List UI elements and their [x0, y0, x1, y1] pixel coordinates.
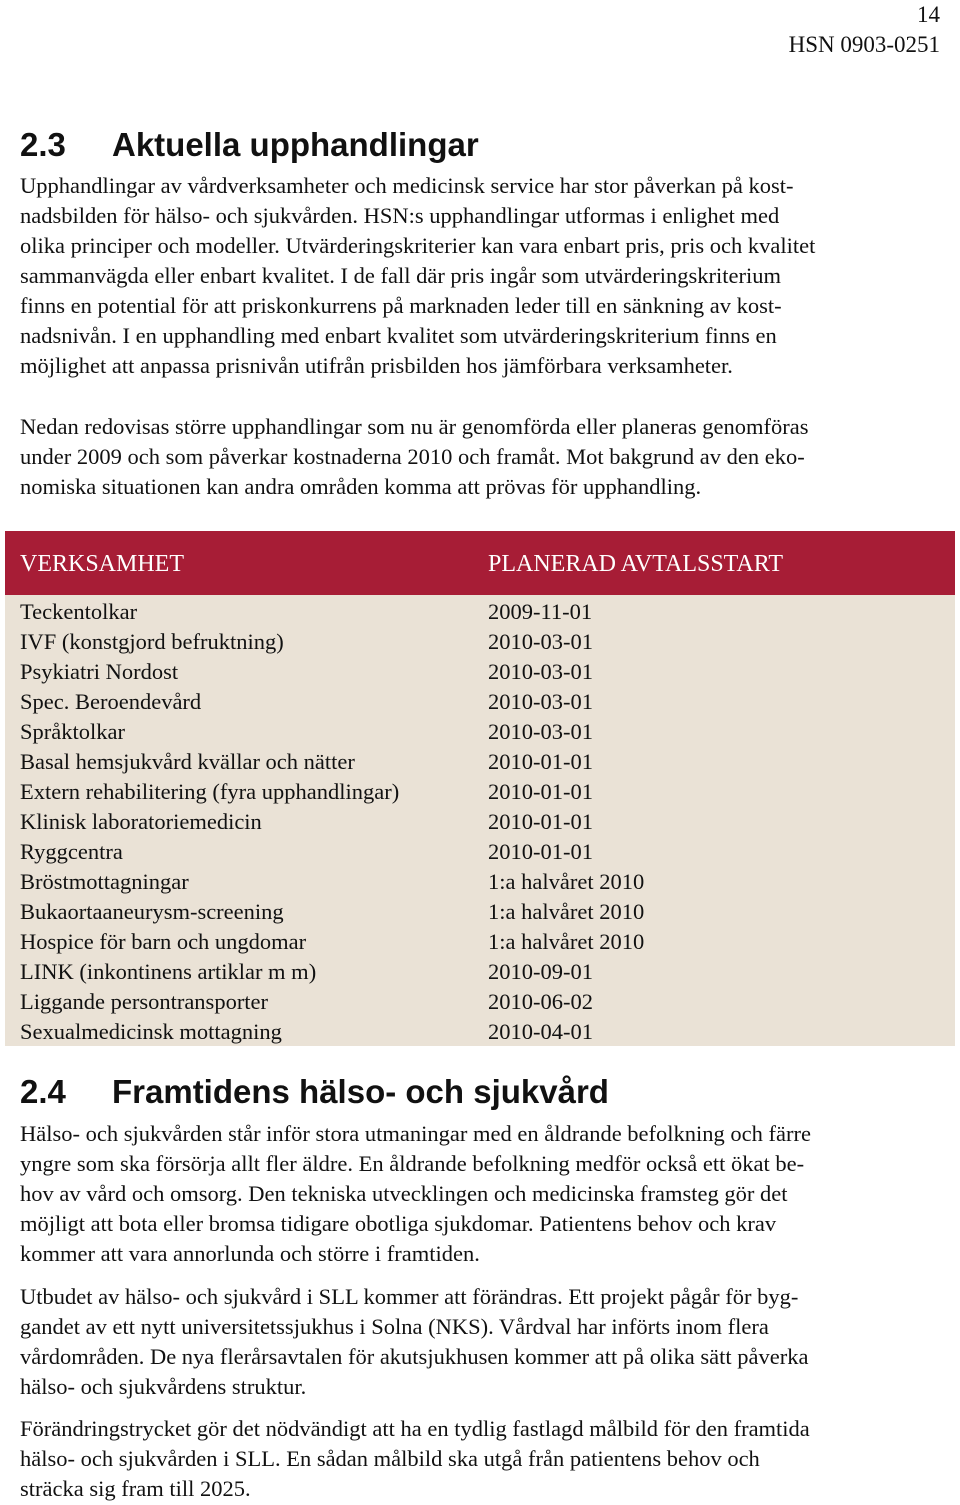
section-2-3-paragraph-2: [20, 412, 940, 502]
cell-verksamhet: Teckentolkar: [20, 599, 138, 624]
cell-avtalsstart: 1:a halvåret 2010: [488, 899, 645, 924]
paragraph-line: sträcka sig fram till 2025.: [20, 1476, 251, 1501]
cell-avtalsstart: 2010-09-01: [488, 959, 593, 984]
table-row: [5, 627, 955, 657]
cell-avtalsstart: 2010-01-01: [488, 839, 593, 864]
column-header-verksamhet: VERKSAMHET: [20, 551, 185, 577]
table-row: [5, 747, 955, 777]
table-row: [5, 957, 955, 987]
paragraph-line: finns en potential för att priskonkurrens på marknaden leder till en sänkning av kost-: [20, 293, 782, 318]
column-header-avtalsstart: PLANERAD AVTALSSTART: [488, 551, 783, 577]
paragraph-line: yngre som ska försörja allt fler äldre. En åldrande befolkning medför också ett ökat be-: [20, 1151, 805, 1176]
paragraph-line: Förändringstrycket gör det nödvändigt att ha en tydlig fastlagd målbild för den framtida: [20, 1416, 810, 1441]
cell-verksamhet: IVF (konstgjord befruktning): [20, 629, 284, 654]
cell-verksamhet: Sexualmedicinsk mottagning: [20, 1019, 282, 1044]
paragraph-line: hälso- och sjukvården i SLL. En sådan målbild ska utgå från patientens behov och: [20, 1446, 760, 1471]
cell-verksamhet: Bukaortaaneurysm-screening: [20, 899, 284, 924]
page-header: [789, 0, 940, 60]
table-row: [5, 927, 955, 957]
paragraph-line: gandet av ett nytt universitetssjukhus i Solna (NKS). Vårdval har införts inom flera: [20, 1314, 769, 1339]
page-number: 14: [917, 2, 940, 27]
paragraph-line: vårdområden. De nya flerårsavtalen för akutsjukhusen kommer att på olika sätt påverka: [20, 1344, 809, 1369]
table-row: [5, 837, 955, 867]
table-row: [5, 657, 955, 687]
cell-verksamhet: Psykiatri Nordost: [20, 659, 179, 684]
paragraph-line: Utbudet av hälso- och sjukvård i SLL kommer att förändras. Ett projekt pågår för byg-: [20, 1284, 799, 1309]
cell-avtalsstart: 2009-11-01: [488, 599, 593, 624]
section-2-3-heading: [20, 125, 479, 165]
section-2-3-paragraph-1: [20, 171, 940, 381]
section-2-4-paragraph-2: [20, 1282, 940, 1402]
section-2-4-heading: [20, 1072, 609, 1112]
cell-verksamhet: Språktolkar: [20, 719, 125, 744]
cell-verksamhet: Extern rehabilitering (fyra upphandlingar): [20, 779, 400, 804]
cell-avtalsstart: 2010-03-01: [488, 689, 593, 714]
table-row: [5, 987, 955, 1017]
table-header: [5, 531, 955, 595]
paragraph-line: nadsnivån. I en upphandling med enbart kvalitet som utvärderingskriterium finns en: [20, 323, 777, 348]
section-2-4-paragraph-1: [20, 1119, 940, 1269]
cell-avtalsstart: 2010-01-01: [488, 749, 593, 774]
table-body: [5, 597, 955, 1047]
cell-verksamhet: Bröstmottagningar: [20, 869, 189, 894]
paragraph-line: Hälso- och sjukvården står inför stora utmaningar med en åldrande befolkning och färre: [20, 1121, 811, 1146]
section-number: 2.3: [20, 126, 66, 163]
cell-avtalsstart: 2010-03-01: [488, 629, 593, 654]
cell-verksamhet: Hospice för barn och ungdomar: [20, 929, 307, 954]
cell-avtalsstart: 2010-01-01: [488, 809, 593, 834]
cell-avtalsstart: 2010-06-02: [488, 989, 593, 1014]
cell-avtalsstart: 2010-04-01: [488, 1019, 593, 1044]
cell-avtalsstart: 2010-03-01: [488, 659, 593, 684]
table-row: [5, 687, 955, 717]
section-number: 2.4: [20, 1073, 66, 1110]
cell-verksamhet: Liggande persontransporter: [20, 989, 269, 1014]
paragraph-line: nomiska situationen kan andra områden komma att prövas för upphandling.: [20, 474, 702, 499]
paragraph-line: Nedan redovisas större upphandlingar som nu är genomförda eller planeras genomföras: [20, 414, 809, 439]
section-2-4-paragraph-3: [20, 1414, 940, 1504]
table-row: [5, 717, 955, 747]
paragraph-line: möjlighet att anpassa prisnivån utifrån prisbilden hos jämförbara verksamheter.: [20, 353, 733, 378]
table-row: [5, 777, 955, 807]
paragraph-line: kommer att vara annorlunda och större i framtiden.: [20, 1241, 480, 1266]
cell-verksamhet: Klinisk laboratoriemedicin: [20, 809, 262, 834]
table-row: [5, 897, 955, 927]
table-row: [5, 1017, 955, 1047]
cell-avtalsstart: 2010-01-01: [488, 779, 593, 804]
cell-verksamhet: LINK (inkontinens artiklar m m): [20, 959, 317, 984]
paragraph-line: hälso- och sjukvårdens struktur.: [20, 1374, 307, 1399]
table-row: [5, 597, 955, 627]
cell-avtalsstart: 2010-03-01: [488, 719, 593, 744]
table-row: [5, 867, 955, 897]
cell-verksamhet: Spec. Beroendevård: [20, 689, 202, 714]
procurement-table: [5, 531, 955, 1046]
paragraph-line: hov av vård och omsorg. Den tekniska utvecklingen och medicinska framsteg gör det: [20, 1181, 788, 1206]
cell-avtalsstart: 1:a halvåret 2010: [488, 929, 645, 954]
paragraph-line: sammanvägda eller enbart kvalitet. I de fall där pris ingår som utvärderingskriterium: [20, 263, 781, 288]
paragraph-line: olika principer och modeller. Utvärderingskriterier kan vara enbart pris, pris och kvalitet: [20, 233, 816, 258]
paragraph-line: möjligt att bota eller bromsa tidigare obotliga sjukdomar. Patientens behov och krav: [20, 1211, 777, 1236]
paragraph-line: under 2009 och som påverkar kostnaderna 2010 och framåt. Mot bakgrund av den eko-: [20, 444, 805, 469]
cell-verksamhet: Ryggcentra: [20, 839, 123, 864]
section-title: Framtidens hälso- och sjukvård: [112, 1073, 609, 1110]
document-number: HSN 0903-0251: [788, 32, 940, 57]
section-title: Aktuella upphandlingar: [112, 126, 479, 163]
cell-avtalsstart: 1:a halvåret 2010: [488, 869, 645, 894]
table-row: [5, 807, 955, 837]
paragraph-line: nadsbilden för hälso- och sjukvården. HSN:s upphandlingar utformas i enlighet med: [20, 203, 780, 228]
cell-verksamhet: Basal hemsjukvård kvällar och nätter: [20, 749, 355, 774]
paragraph-line: Upphandlingar av vårdverksamheter och medicinsk service har stor påverkan på kost-: [20, 173, 794, 198]
